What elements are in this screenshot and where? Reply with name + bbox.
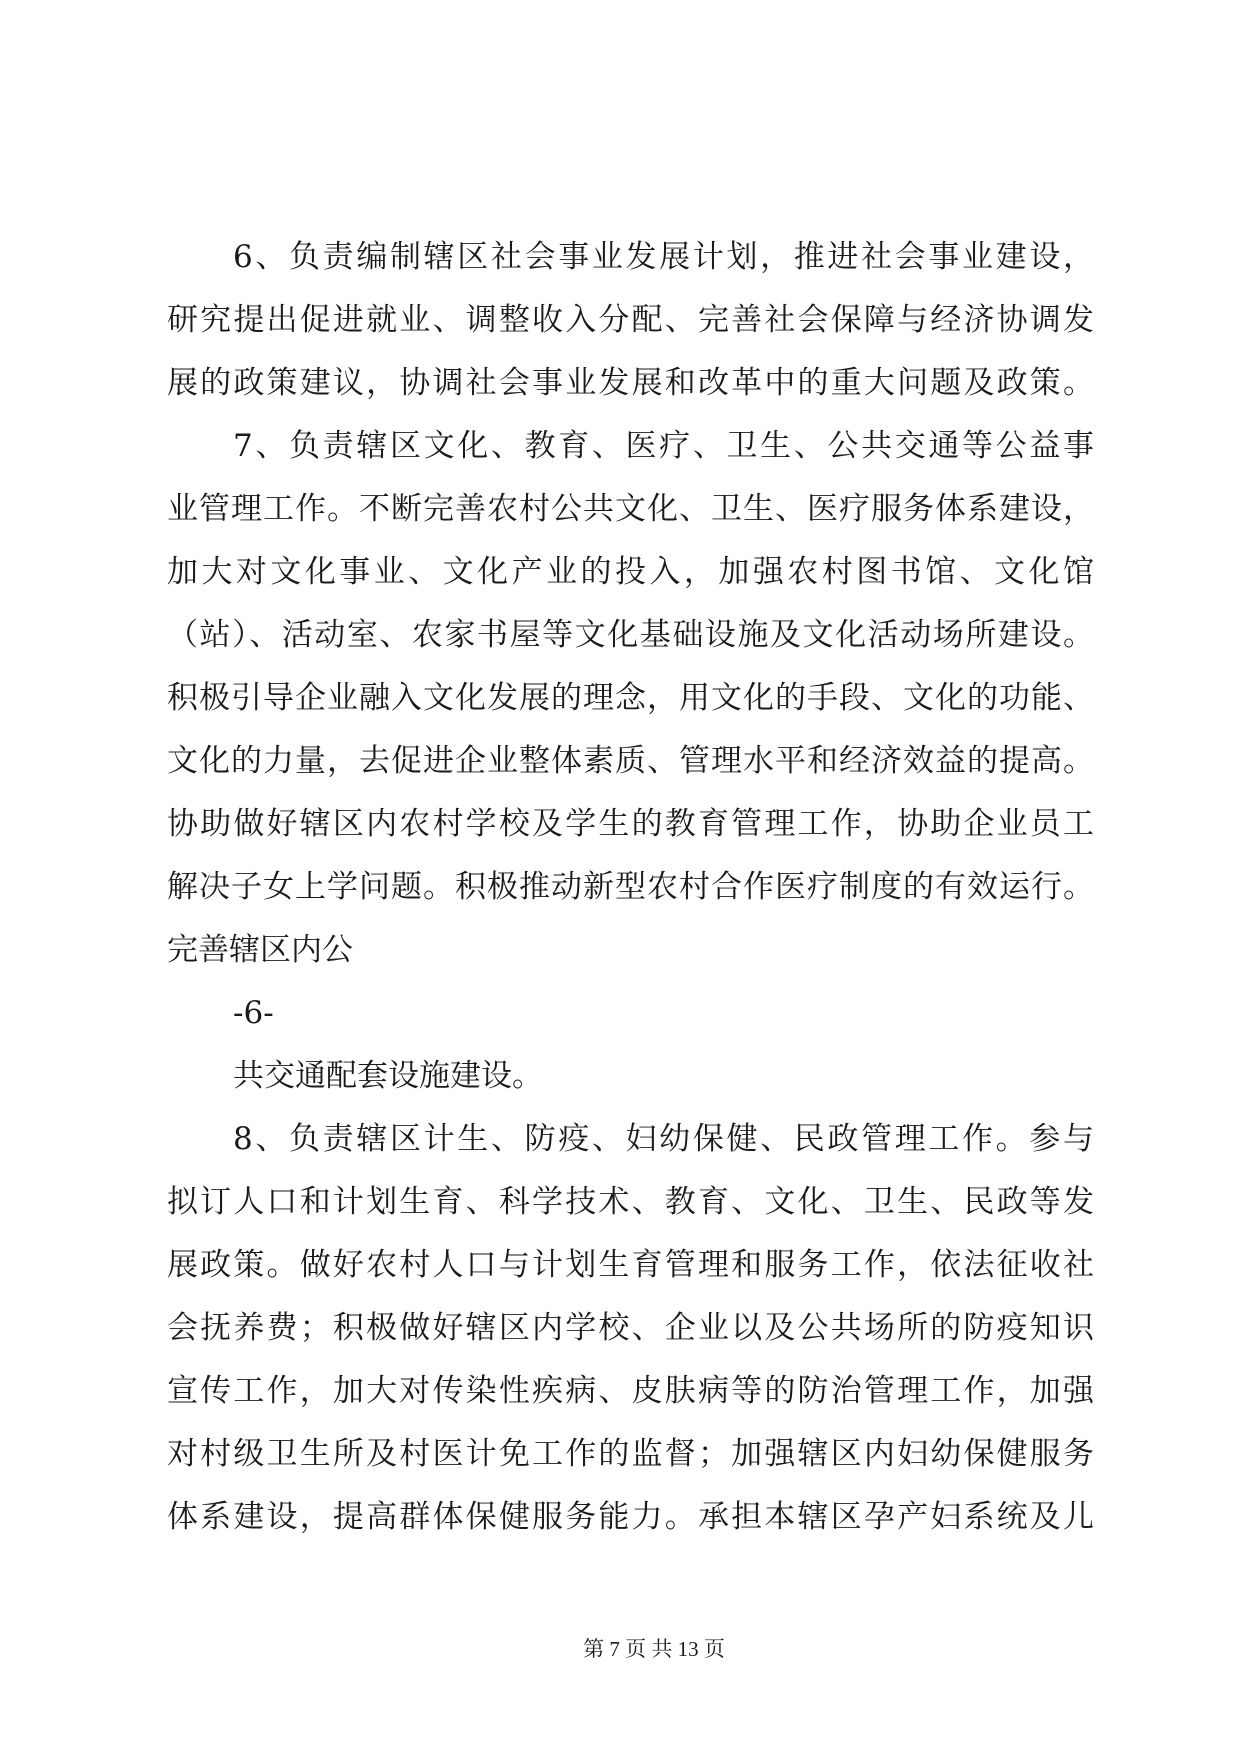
text-line: 7、负责辖区文化、教育、医疗、卫生、公共交通等公益事 (233, 428, 1094, 464)
text-line: 加大对文化事业、文化产业的投入，加强农村图书馆、文化馆 (167, 554, 1094, 590)
page-indicator: 第 7 页 共 13 页 (583, 1637, 725, 1661)
text-line: 共交通配套设施建设。 (233, 1058, 543, 1094)
text-line: 研究提出促进就业、调整收入分配、完善社会保障与经济协调发 (167, 302, 1094, 338)
text-line: 6、负责编制辖区社会事业发展计划，推进社会事业建设， (233, 239, 1094, 275)
text-line: 展政策。做好农村人口与计划生育管理和服务工作，依法征收社 (167, 1247, 1094, 1283)
text-line: 会抚养费；积极做好辖区内学校、企业以及公共场所的防疫知识 (167, 1310, 1094, 1346)
text-line: 8、负责辖区计生、防疫、妇幼保健、民政管理工作。参与 (233, 1121, 1094, 1157)
document-body (167, 226, 1094, 1549)
text-line: 展的政策建议，协调社会事业发展和改革中的重大问题及政策。 (167, 365, 1094, 401)
text-line: 协助做好辖区内农村学校及学生的教育管理工作，协助企业员工 (167, 806, 1094, 842)
text-line: 积极引导企业融入文化发展的理念，用文化的手段、文化的功能、 (167, 680, 1094, 716)
text-line: 文化的力量，去促进企业整体素质、管理水平和经济效益的提高。 (167, 743, 1094, 779)
paragraph-continuation (167, 1045, 1094, 1108)
text-line: 对村级卫生所及村医计免工作的监督；加强辖区内妇幼保健服务 (167, 1436, 1094, 1472)
inline-page-marker (167, 982, 1094, 1045)
text-line: （站）、活动室、农家书屋等文化基础设施及文化活动场所建设。 (167, 617, 1094, 653)
text-line: 业管理工作。不断完善农村公共文化、卫生、医疗服务体系建设， (167, 491, 1094, 527)
text-line: 完善辖区内公 (167, 932, 353, 968)
page-footer (554, 1634, 754, 1664)
paragraph-7 (167, 415, 1094, 982)
text-line: 宣传工作，加大对传染性疾病、皮肤病等的防治管理工作，加强 (167, 1373, 1094, 1409)
text-line: 体系建设，提高群体保健服务能力。承担本辖区孕产妇系统及儿 (167, 1499, 1094, 1535)
paragraph-8 (167, 1108, 1094, 1549)
text-line: 解决子女上学问题。积极推动新型农村合作医疗制度的有效运行。 (167, 869, 1094, 905)
text-line: 拟订人口和计划生育、科学技术、教育、文化、卫生、民政等发 (167, 1184, 1094, 1220)
paragraph-6 (167, 226, 1094, 415)
text-line: -6- (233, 995, 274, 1031)
